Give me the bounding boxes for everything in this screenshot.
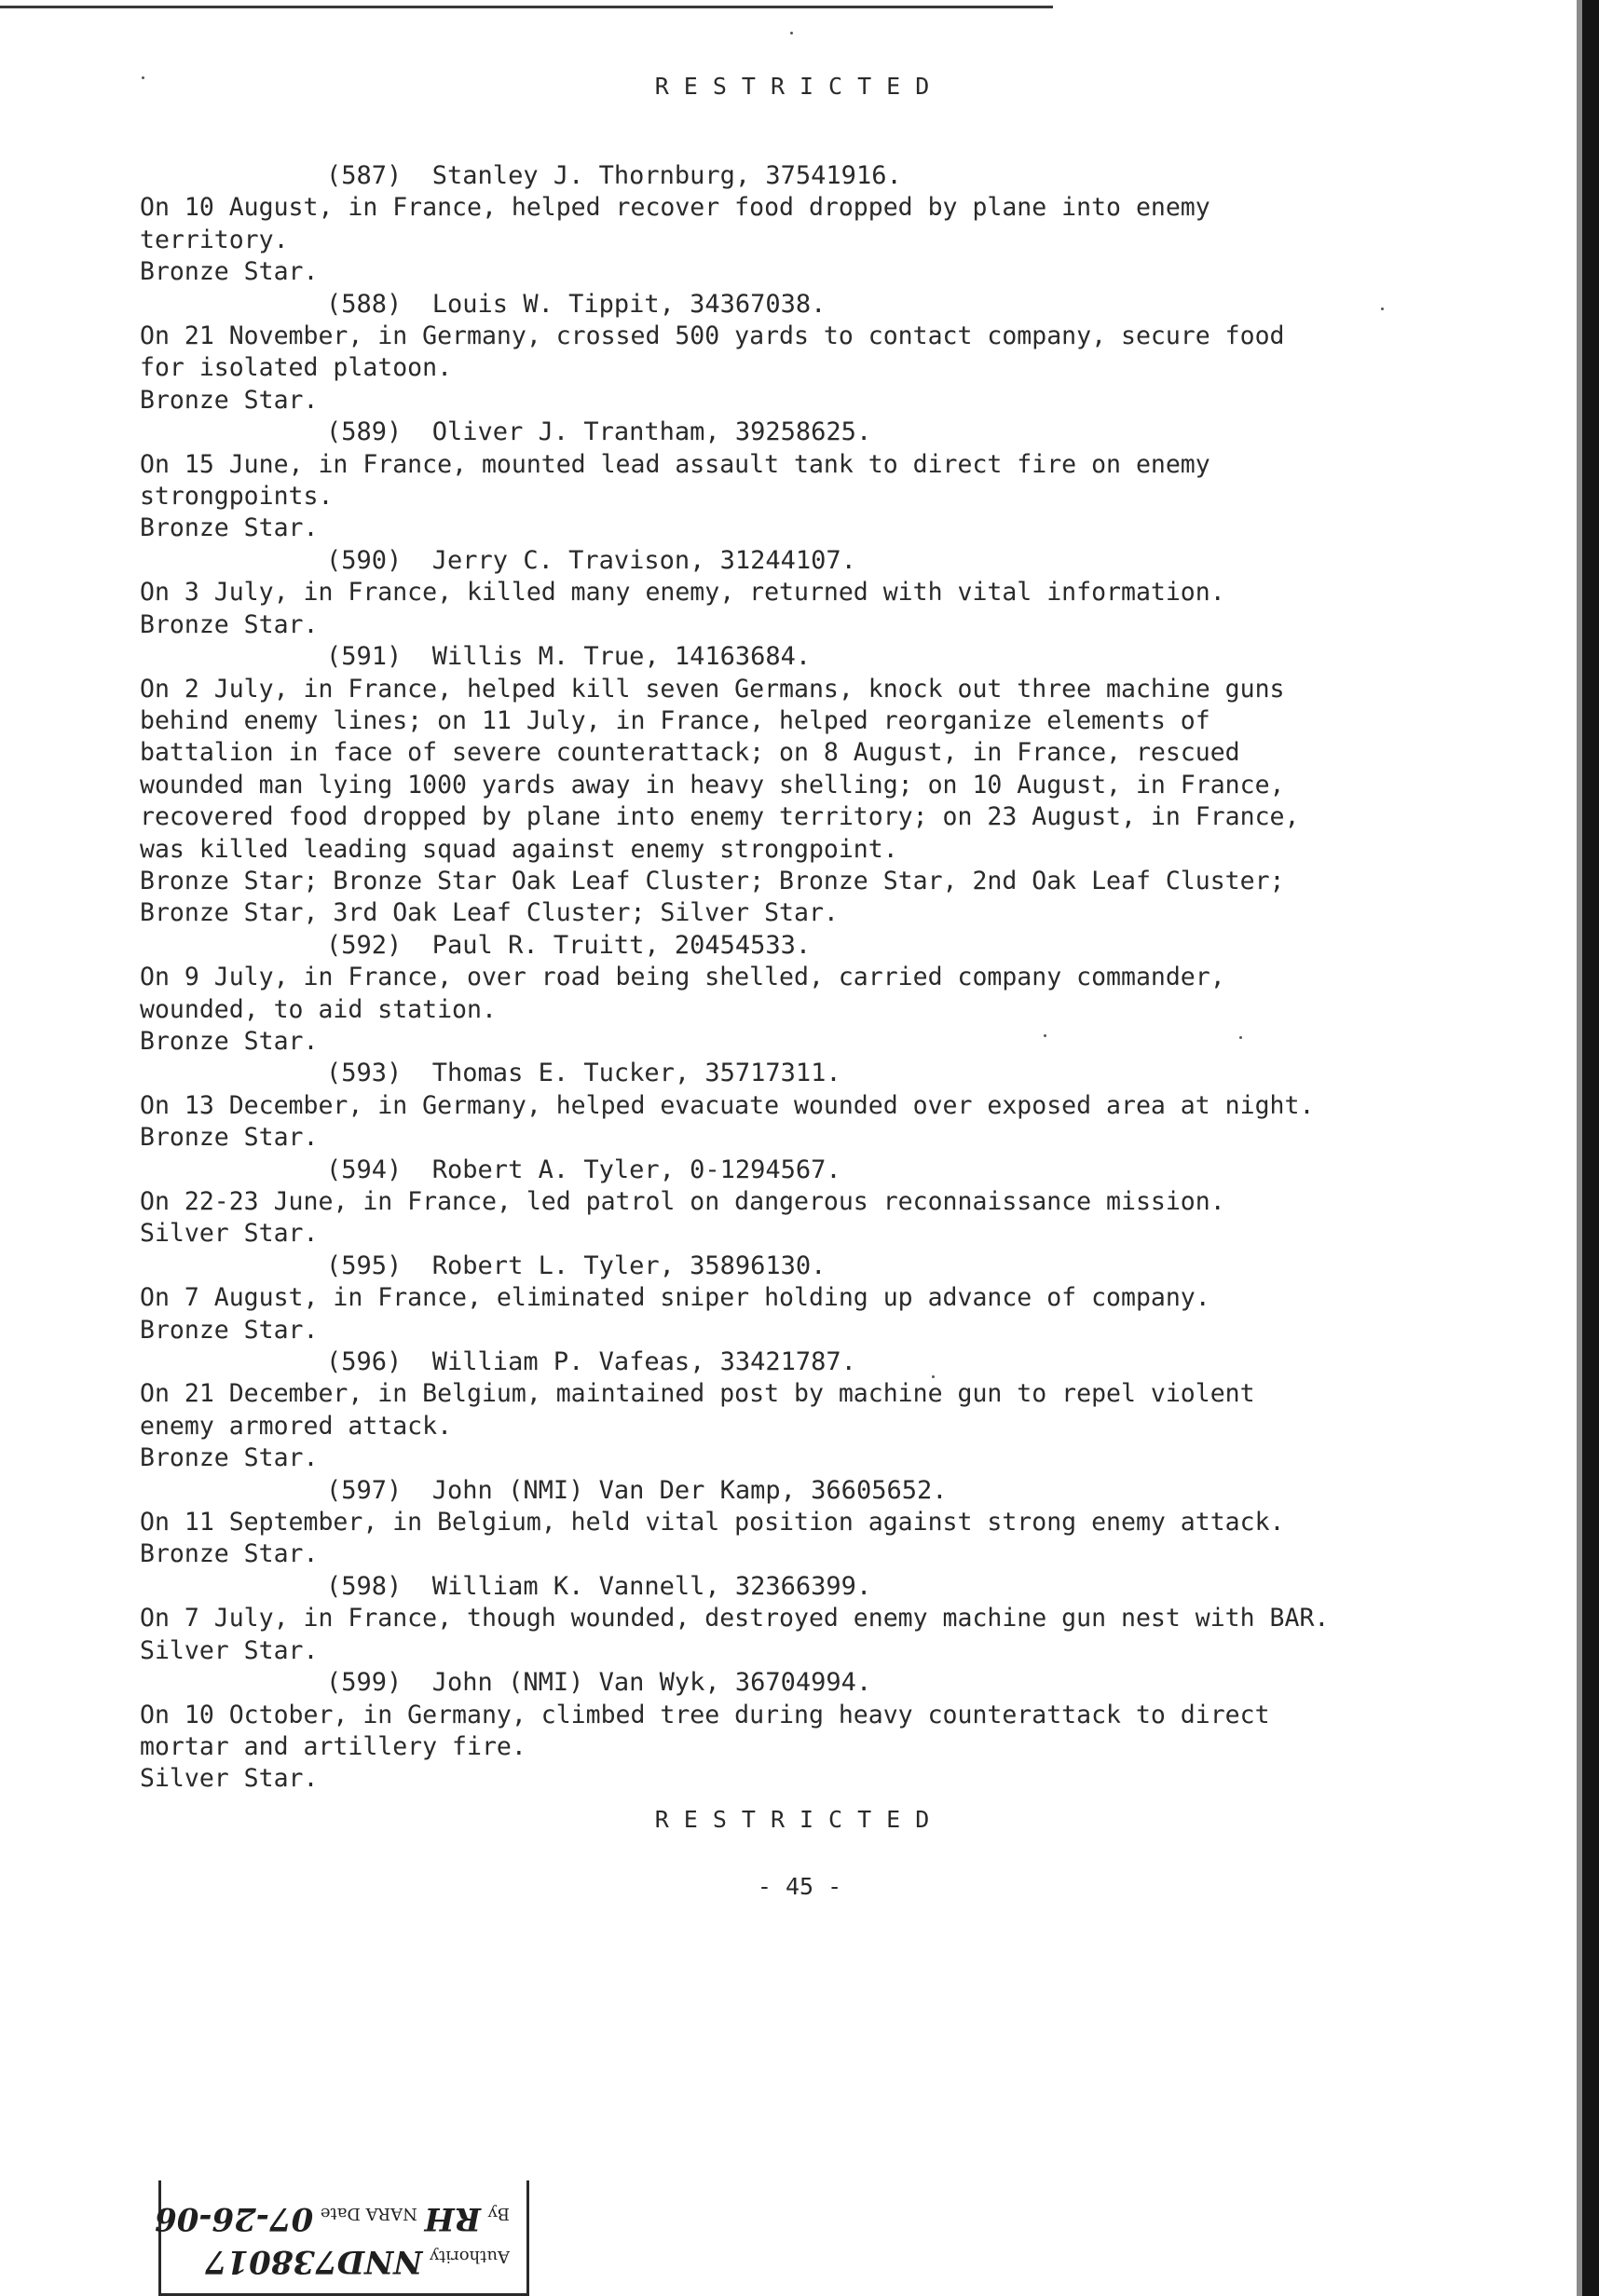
- citation-list: [140, 160, 1426, 1796]
- citation-entry-593: [140, 1058, 1426, 1154]
- entry-text-line: wounded man lying 1000 yards away in heavy shelling; on 10 August, in France,: [140, 770, 1285, 800]
- scan-speck: [790, 32, 793, 34]
- entry-text-line: behind enemy lines; on 11 July, in France, helped reorganize elements of: [140, 705, 1210, 735]
- citation-entry-588: [140, 289, 1426, 417]
- entry-text-line: recovered food dropped by plane into enemy territory; on 23 August, in France,: [140, 802, 1300, 832]
- entry-text-line: for isolated platoon.: [140, 353, 453, 383]
- entry-award: Bronze Star.: [140, 1443, 319, 1473]
- entry-heading: (588) Louis W. Tippit, 34367038.: [326, 289, 827, 319]
- entry-text-line: enemy armored attack.: [140, 1411, 453, 1441]
- entry-heading: (590) Jerry C. Travison, 31244107.: [326, 545, 856, 575]
- entry-award: Silver Star.: [140, 1635, 319, 1665]
- citation-entry-594: [140, 1155, 1426, 1250]
- citation-entry-595: [140, 1250, 1426, 1346]
- classification-footer: RESTRICTED: [654, 1806, 945, 1833]
- entry-text-line: On 9 July, in France, over road being shelled, carried company commander,: [140, 963, 1225, 992]
- entry-heading: (587) Stanley J. Thornburg, 37541916.: [326, 161, 902, 190]
- entry-text-line: On 10 October, in Germany, climbed tree during heavy counterattack to direct: [140, 1700, 1270, 1729]
- stamp-date-value: 07-26-06: [155, 2200, 314, 2237]
- entry-award: Bronze Star.: [140, 1123, 319, 1153]
- entry-heading: (593) Thomas E. Tucker, 35717311.: [326, 1059, 841, 1088]
- entry-heading: (592) Paul R. Truitt, 20454533.: [326, 930, 812, 960]
- entry-award: Bronze Star.: [140, 385, 319, 415]
- entry-text-line: battalion in face of severe counterattack; on 8 August, in France, rescued: [140, 738, 1240, 768]
- citation-entry-596: [140, 1346, 1426, 1475]
- entry-text-line: On 15 June, in France, mounted lead assault tank to direct fire on enemy: [140, 449, 1210, 479]
- citation-entry-599: [140, 1667, 1426, 1796]
- entry-heading: (597) John (NMI) Van Der Kamp, 36605652.: [326, 1475, 948, 1505]
- entry-heading: (598) William K. Vannell, 32366399.: [326, 1571, 872, 1601]
- citation-entry-592: [140, 930, 1426, 1059]
- entry-text-line: mortar and artillery fire.: [140, 1731, 526, 1761]
- entry-text-line: On 3 July, in France, killed many enemy, returned with vital information.: [140, 578, 1225, 608]
- stamp-authority-value: NND738017: [204, 2243, 423, 2280]
- entry-award: Silver Star.: [140, 1219, 319, 1249]
- entry-text-line: On 2 July, in France, helped kill seven Germans, knock out three machine guns: [140, 674, 1285, 704]
- entry-award: Bronze Star, 3rd Oak Leaf Cluster; Silver Star.: [140, 898, 839, 928]
- entry-text-line: was killed leading squad against enemy strongpoint.: [140, 834, 898, 864]
- entry-heading: (599) John (NMI) Van Wyk, 36704994.: [326, 1668, 872, 1698]
- stamp-authority-line: [205, 2243, 510, 2280]
- stamp-nara-label: NARA Date: [320, 2204, 417, 2223]
- entry-text-line: On 7 August, in France, eliminated sniper holding up advance of company.: [140, 1283, 1210, 1313]
- stamp-by-value: RH: [424, 2200, 481, 2237]
- entry-text-line: On 21 December, in Belgium, maintained post by machine gun to repel violent: [140, 1379, 1255, 1409]
- stamp-by-label: By: [487, 2204, 510, 2223]
- entry-text-line: On 10 August, in France, helped recover food dropped by plane into enemy: [140, 193, 1210, 223]
- entry-award: Bronze Star; Bronze Star Oak Leaf Cluster; Bronze Star, 2nd Oak Leaf Cluster;: [140, 866, 1285, 895]
- entry-heading: (596) William P. Vafeas, 33421787.: [326, 1347, 856, 1377]
- declassification-stamp: [155, 2180, 529, 2296]
- entry-text-line: On 22-23 June, in France, led patrol on dangerous reconnaissance mission.: [140, 1187, 1225, 1216]
- top-edge-rule: [0, 6, 1053, 8]
- entry-award: Bronze Star.: [140, 1315, 319, 1345]
- stamp-authority-label: Authority: [429, 2247, 510, 2266]
- citation-entry-589: [140, 417, 1426, 545]
- citation-entry-587: [140, 160, 1426, 289]
- entry-text-line: strongpoints.: [140, 482, 334, 512]
- entry-award: Bronze Star.: [140, 513, 319, 543]
- entry-award: Bronze Star.: [140, 609, 319, 639]
- entry-heading: (591) Willis M. True, 14163684.: [326, 642, 812, 672]
- citation-entry-598: [140, 1571, 1426, 1667]
- citation-entry-590: [140, 545, 1426, 641]
- entry-award: Silver Star.: [140, 1764, 319, 1794]
- entry-text-line: On 21 November, in Germany, crossed 500 yards to contact company, secure food: [140, 321, 1285, 351]
- scan-edge-bar: [1582, 0, 1599, 2296]
- page-number: - 45 -: [757, 1873, 842, 1900]
- entry-heading: (589) Oliver J. Trantham, 39258625.: [326, 417, 872, 447]
- entry-heading: (594) Robert A. Tyler, 0-1294567.: [326, 1155, 841, 1184]
- classification-header: RESTRICTED: [654, 73, 945, 100]
- citation-entry-597: [140, 1475, 1426, 1571]
- entry-text-line: On 11 September, in Belgium, held vital position against strong enemy attack.: [140, 1508, 1285, 1538]
- entry-award: Bronze Star.: [140, 257, 319, 287]
- entry-text-line: On 13 December, in Germany, helped evacuate wounded over exposed area at night.: [140, 1090, 1315, 1120]
- entry-text-line: wounded, to aid station.: [140, 994, 497, 1024]
- entry-award: Bronze Star.: [140, 1026, 319, 1056]
- citation-entry-591: [140, 641, 1426, 930]
- entry-text-line: territory.: [140, 225, 289, 254]
- entry-award: Bronze Star.: [140, 1539, 319, 1569]
- entry-heading: (595) Robert L. Tyler, 35896130.: [326, 1250, 827, 1280]
- stamp-date-line: [155, 2200, 510, 2237]
- entry-text-line: On 7 July, in France, though wounded, destroyed enemy machine gun nest with BAR.: [140, 1604, 1330, 1633]
